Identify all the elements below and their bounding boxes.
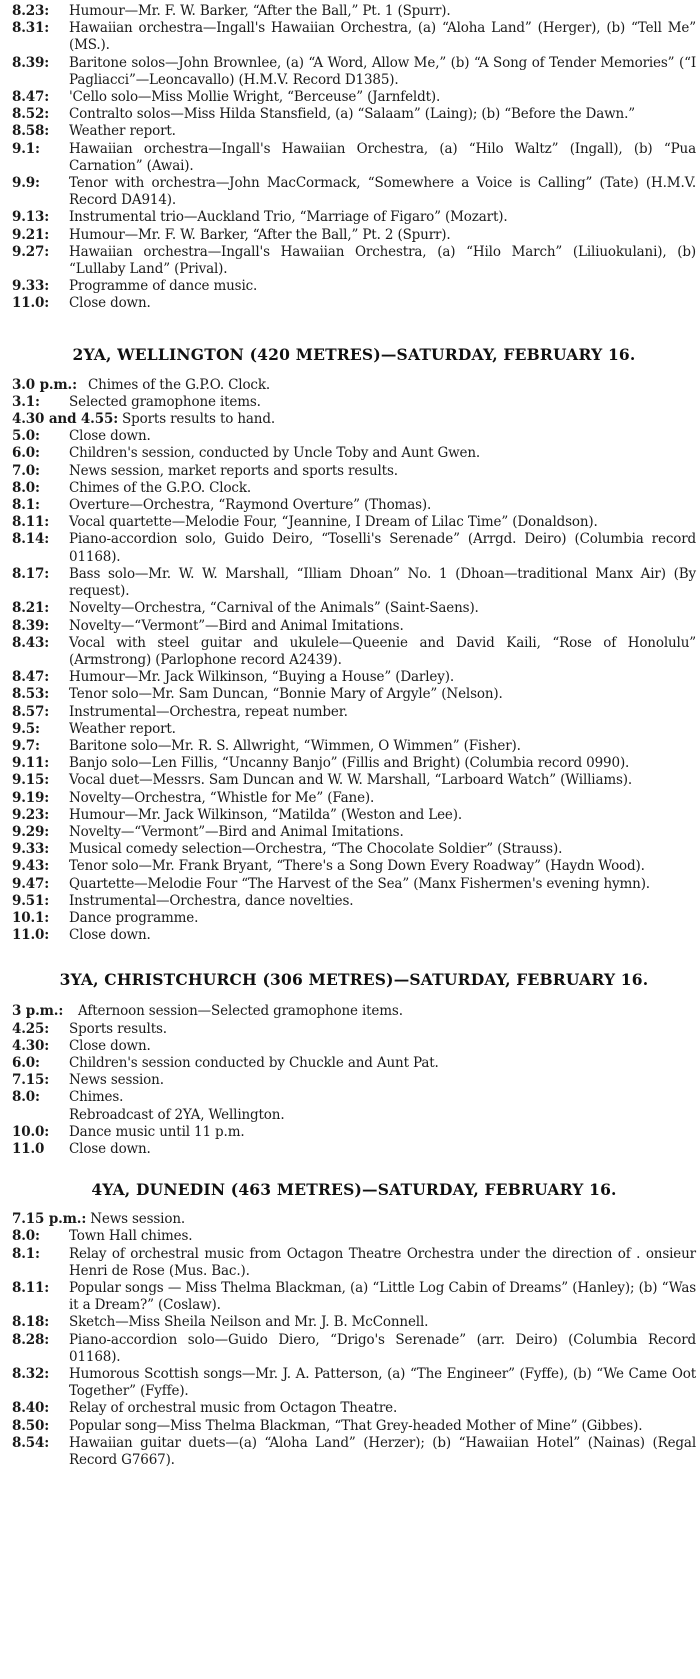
programme-text: Hawaiian orchestra—Ingall's Hawaiian Orchestra, (a) “Aloha Land” (Herger), (b) “Tell Me” (MS.).: [69, 20, 696, 54]
programme-text: Quartette—Melodie Four “The Harvest of the Sea” (Manx Fishermen's evening hymn).: [69, 875, 650, 892]
programme-text: Weather report.: [69, 720, 176, 737]
programme-list-2ya: [12, 377, 696, 945]
list-item: [12, 1228, 696, 1245]
time-label: 11.0: [12, 1140, 45, 1157]
list-item: [12, 1435, 696, 1469]
programme-text: Popular song—Miss Thelma Blackman, “That Grey-headed Mother of Mine” (Gibbes).: [69, 1417, 643, 1434]
time-label: 7.0:: [12, 462, 40, 479]
time-label: 8.57:: [12, 703, 50, 720]
list-item: [12, 428, 696, 445]
list-item: [12, 1021, 696, 1038]
list-item: [12, 480, 696, 497]
programme-text: Piano-accordion solo—Guido Diero, “Drigo's Serenade” (arr. Deiro) (Columbia Record 01168).: [69, 1331, 696, 1365]
programme-text: Hawaiian orchestra—Ingall's Hawaiian Orchestra, (a) “Hilo Waltz” (Ingall), (b) “Pua Carnation” (Awai).: [69, 140, 696, 174]
time-label: 9.15:: [12, 772, 50, 789]
programme-text: Chimes.: [69, 1089, 124, 1106]
list-item: [12, 1314, 696, 1331]
programme-text: Humour—Mr. Jack Wilkinson, “Buying a House” (Darley).: [69, 669, 454, 686]
list-item: [12, 927, 696, 944]
programme-text: Programme of dance music.: [69, 278, 258, 295]
time-label: 8.39:: [12, 617, 50, 634]
list-item: [12, 377, 696, 394]
time-label: 8.18:: [12, 1314, 50, 1331]
programme-text: Humour—Mr. Jack Wilkinson, “Matilda” (Weston and Lee).: [69, 806, 463, 823]
programme-text: Novelty—“Vermont”—Bird and Animal Imitations.: [69, 617, 404, 634]
time-label: 10.0:: [12, 1123, 50, 1140]
list-item: [12, 497, 696, 514]
programme-text: Sketch—Miss Sheila Neilson and Mr. J. B. McConnell.: [69, 1314, 429, 1331]
time-label: 9.13:: [12, 209, 50, 226]
programme-text: Instrumental—Orchestra, repeat number.: [69, 703, 348, 720]
programme-text: Chimes of the G.P.O. Clock.: [69, 479, 252, 496]
time-label: 8.32:: [12, 1366, 50, 1383]
list-item: [12, 841, 696, 858]
list-item: [12, 1366, 696, 1400]
programme-text: Close down.: [69, 428, 151, 445]
list-item: [12, 772, 696, 789]
time-label: 7.15 p.m.:: [12, 1211, 87, 1228]
list-item: [12, 893, 696, 910]
programme-text: Dance programme.: [69, 909, 199, 926]
list-item: [12, 1280, 696, 1314]
list-item: [12, 1141, 696, 1158]
list-item: [12, 807, 696, 824]
list-item: [12, 394, 696, 411]
programme-list-3ya: [12, 1003, 696, 1158]
list-item: [12, 858, 696, 875]
programme-text: Relay of orchestral music from Octagon Theatre Orchestra under the direction of . onsieur Henri de Rose (Mus. Bac.).: [69, 1245, 696, 1279]
time-label: 8.0:: [12, 1228, 40, 1245]
programme-text: Humorous Scottish songs—Mr. J. A. Patterson, (a) “The Engineer” (Fyffe), (b) “We Came Oot Together” (Fyffe).: [69, 1366, 696, 1400]
station-heading-2ya: 2YA, WELLINGTON (420 METRES)—SATURDAY, FEBRUARY 16.: [72, 344, 636, 364]
programme-text: Contralto solos—Miss Hilda Stansfield, (a) “Salaam” (Laing); (b) “Before the Dawn.”: [69, 106, 635, 123]
programme-text: Piano-accordion solo, Guido Deiro, “Toselli's Serenade” (Arrgd. Deiro) (Columbia record 01168).: [69, 531, 696, 565]
time-label: 8.1:: [12, 1245, 40, 1262]
time-label: 8.0:: [12, 479, 40, 496]
time-label: 6.0:: [12, 445, 40, 462]
time-label: 8.50:: [12, 1417, 50, 1434]
time-label: 3 p.m.:: [12, 1003, 64, 1020]
station-heading-4ya: 4YA, DUNEDIN (463 METRES)—SATURDAY, FEBRUARY 16.: [91, 1180, 617, 1200]
list-item: [12, 1332, 696, 1366]
time-label: 9.7:: [12, 737, 40, 754]
programme-text: Baritone solos—John Brownlee, (a) “A Word, Allow Me,” (b) “A Song of Tender Memories” (“I Pagliacci”—Leoncavallo) (H.M.V. Record D1385).: [69, 54, 696, 88]
list-item: [12, 1211, 696, 1228]
list-item: [12, 123, 696, 140]
time-label: 5.0:: [12, 428, 40, 445]
programme-text: Close down.: [69, 1140, 151, 1157]
list-item: [12, 1003, 696, 1020]
programme-text: Humour—Mr. F. W. Barker, “After the Ball,” Pt. 2 (Spurr).: [69, 226, 451, 243]
list-item: [12, 55, 696, 89]
list-item: [12, 790, 696, 807]
programme-text: Novelty—Orchestra, “Carnival of the Animals” (Saint-Saens).: [69, 600, 479, 617]
list-item: [12, 106, 696, 123]
time-label: 9.9:: [12, 175, 40, 192]
list-item: [12, 1246, 696, 1280]
time-label: 8.11:: [12, 514, 50, 531]
time-label: 9.21:: [12, 226, 50, 243]
programme-text: Hawaiian orchestra—Ingall's Hawaiian Orchestra, (a) “Hilo March” (Liliuokulani), (b) “Lullaby Land” (Prival).: [69, 243, 696, 278]
programme-text: Chimes of the G.P.O. Clock.: [88, 376, 271, 393]
programme-text: Selected gramophone items.: [69, 393, 261, 410]
time-label: 3.1:: [12, 393, 40, 410]
list-item: [12, 635, 696, 669]
programme-text: Afternoon session—Selected gramophone items.: [78, 1003, 403, 1020]
list-item: [12, 531, 696, 565]
time-label: 9.27:: [12, 243, 50, 260]
list-item: [12, 445, 696, 462]
time-label: 9.1:: [12, 140, 40, 157]
time-label: 4.30:: [12, 1037, 50, 1054]
programme-text: Vocal quartette—Melodie Four, “Jeannine, I Dream of Lilac Time” (Donaldson).: [69, 514, 598, 531]
list-item: [12, 89, 696, 106]
programme-text: Close down.: [69, 1037, 151, 1054]
programme-text: Popular songs — Miss Thelma Blackman, (a) “Little Log Cabin of Dreams” (Hanley); (b) “Was it a Dream?” (Coslaw).: [69, 1280, 696, 1314]
programme-text: 'Cello solo—Miss Mollie Wright, “Berceuse” (Jarnfeldt).: [69, 89, 441, 106]
list-item: [12, 227, 696, 244]
time-label: 8.58:: [12, 123, 50, 140]
time-label: 4.30 and 4.55:: [12, 411, 119, 428]
time-label: 8.52:: [12, 106, 50, 123]
time-label: 8.0:: [12, 1089, 40, 1106]
programme-text: Baritone solo—Mr. R. S. Allwright, “Wimmen, O Wimmen” (Fisher).: [69, 737, 521, 754]
programme-text: Tenor solo—Mr. Sam Duncan, “Bonnie Mary of Argyle” (Nelson).: [69, 686, 503, 703]
programme-list-continued: [12, 3, 696, 313]
programme-text: Banjo solo—Len Fillis, “Uncanny Banjo” (Fillis and Bright) (Columbia record 0990).: [69, 755, 630, 772]
time-label: 8.21:: [12, 600, 50, 617]
time-label: 8.40:: [12, 1400, 50, 1417]
time-label: 8.53:: [12, 686, 50, 703]
time-label: 9.11:: [12, 755, 50, 772]
list-item: [12, 721, 696, 738]
list-item: [12, 669, 696, 686]
time-label: 9.47:: [12, 875, 50, 892]
programme-text: Humour—Mr. F. W. Barker, “After the Ball,” Pt. 1 (Spurr).: [69, 3, 451, 19]
time-label: 11.0:: [12, 927, 50, 944]
list-item: [12, 20, 696, 54]
time-label: 8.28:: [12, 1331, 50, 1348]
time-label: 9.29:: [12, 823, 50, 840]
time-label: 8.31:: [12, 20, 50, 37]
time-label: 10.1:: [12, 909, 50, 926]
programme-text: Dance music until 11 p.m.: [69, 1123, 245, 1140]
programme-text: Tenor solo—Mr. Frank Bryant, “There's a Song Down Every Roadway” (Haydn Wood).: [69, 858, 645, 875]
list-item: [12, 295, 696, 312]
list-item: [12, 566, 696, 600]
list-item: [12, 1418, 696, 1435]
list-item: [12, 1038, 696, 1055]
time-label: 8.39:: [12, 54, 50, 71]
programme-text: Town Hall chimes.: [69, 1228, 193, 1245]
programme-text: Hawaiian guitar duets—(a) “Aloha Land” (Herzer); (b) “Hawaiian Hotel” (Nainas) (Regal Record G7667).: [69, 1434, 696, 1469]
programme-text: Vocal duet—Messrs. Sam Duncan and W. W. Marshall, “Larboard Watch” (Williams).: [69, 772, 633, 789]
time-label: 8.23:: [12, 3, 50, 19]
programme-text: Novelty—Orchestra, “Whistle for Me” (Fane).: [69, 789, 375, 806]
programme-text: Overture—Orchestra, “Raymond Overture” (Thomas).: [69, 497, 432, 514]
time-label: 7.15:: [12, 1072, 50, 1089]
time-label: 9.23:: [12, 806, 50, 823]
programme-text: Close down.: [69, 927, 151, 944]
list-item: [12, 600, 696, 617]
station-heading-3ya: 3YA, CHRISTCHURCH (306 METRES)—SATURDAY, FEBRUARY 16.: [59, 970, 649, 990]
time-label: 9.33:: [12, 841, 50, 858]
time-label: 8.47:: [12, 89, 50, 106]
time-label: 8.1:: [12, 497, 40, 514]
list-item: [12, 686, 696, 703]
programme-text: Bass solo—Mr. W. W. Marshall, “Illiam Dhoan” No. 1 (Dhoan—traditional Manx Air) (By request).: [69, 565, 696, 600]
list-item: [12, 1089, 696, 1106]
programme-text: News session, market reports and sports results.: [69, 462, 398, 479]
list-item: [12, 3, 696, 20]
time-label: 8.11:: [12, 1280, 50, 1296]
programme-text: Musical comedy selection—Orchestra, “The Chocolate Soldier” (Strauss).: [69, 841, 563, 858]
list-item: [12, 1124, 696, 1141]
programme-text: Sports results to hand.: [122, 411, 275, 428]
time-label: 9.19:: [12, 789, 50, 806]
programme-text: News session.: [69, 1072, 164, 1089]
programme-text: Tenor with orchestra—John MacCormack, “Somewhere a Voice is Calling” (Tate) (H.M.V. Record DA914).: [69, 175, 696, 209]
programme-text: Vocal with steel guitar and ukulele—Queenie and David Kaili, “Rose of Honolulu” (Armstrong) (Parlophone record A2439).: [69, 634, 696, 668]
programme-text: Instrumental—Orchestra, dance novelties.: [69, 892, 354, 909]
time-label: 9.5:: [12, 720, 40, 737]
list-item: [12, 1055, 696, 1072]
list-item: [12, 738, 696, 755]
time-label: 8.54:: [12, 1434, 50, 1451]
time-label: 8.14:: [12, 531, 50, 548]
list-item: [12, 141, 696, 175]
list-item: [12, 209, 696, 226]
time-label: 11.0:: [12, 295, 50, 312]
time-label: 9.51:: [12, 892, 50, 909]
list-item: [12, 278, 696, 295]
list-item: [12, 463, 696, 480]
time-label: 8.17:: [12, 565, 50, 582]
list-item: [12, 755, 696, 772]
programme-text: Sports results.: [69, 1020, 167, 1037]
time-label: 6.0:: [12, 1054, 40, 1071]
programme-text: Weather report.: [69, 123, 176, 140]
list-item: [12, 244, 696, 278]
list-item: [12, 1107, 696, 1124]
list-item: [12, 175, 696, 209]
programme-text: Rebroadcast of 2YA, Wellington.: [69, 1106, 285, 1123]
time-label: 9.43:: [12, 858, 50, 875]
programme-list-4ya: [12, 1211, 696, 1469]
list-item: [12, 876, 696, 893]
list-item: [12, 910, 696, 927]
programme-text: Instrumental trio—Auckland Trio, “Marriage of Figaro” (Mozart).: [69, 209, 508, 226]
programme-text: Close down.: [69, 295, 151, 312]
list-item: [12, 618, 696, 635]
list-item: [12, 1072, 696, 1089]
time-label: 9.33:: [12, 278, 50, 295]
time-label: 4.25:: [12, 1020, 50, 1037]
programme-text: News session.: [90, 1211, 186, 1228]
time-label: 8.43:: [12, 634, 50, 651]
list-item: [12, 1400, 696, 1417]
list-item: [12, 704, 696, 721]
programme-text: Children's session conducted by Chuckle and Aunt Pat.: [69, 1054, 439, 1071]
programme-text: Novelty—“Vermont”—Bird and Animal Imitations.: [69, 823, 404, 840]
programme-text: Children's session, conducted by Uncle Toby and Aunt Gwen.: [69, 445, 481, 462]
time-label: 8.47:: [12, 669, 50, 686]
list-item: [12, 514, 696, 531]
time-label: 3.0 p.m.:: [12, 376, 77, 393]
programme-text: Relay of orchestral music from Octagon Theatre.: [69, 1400, 398, 1417]
list-item: [12, 824, 696, 841]
list-item: [12, 411, 696, 428]
